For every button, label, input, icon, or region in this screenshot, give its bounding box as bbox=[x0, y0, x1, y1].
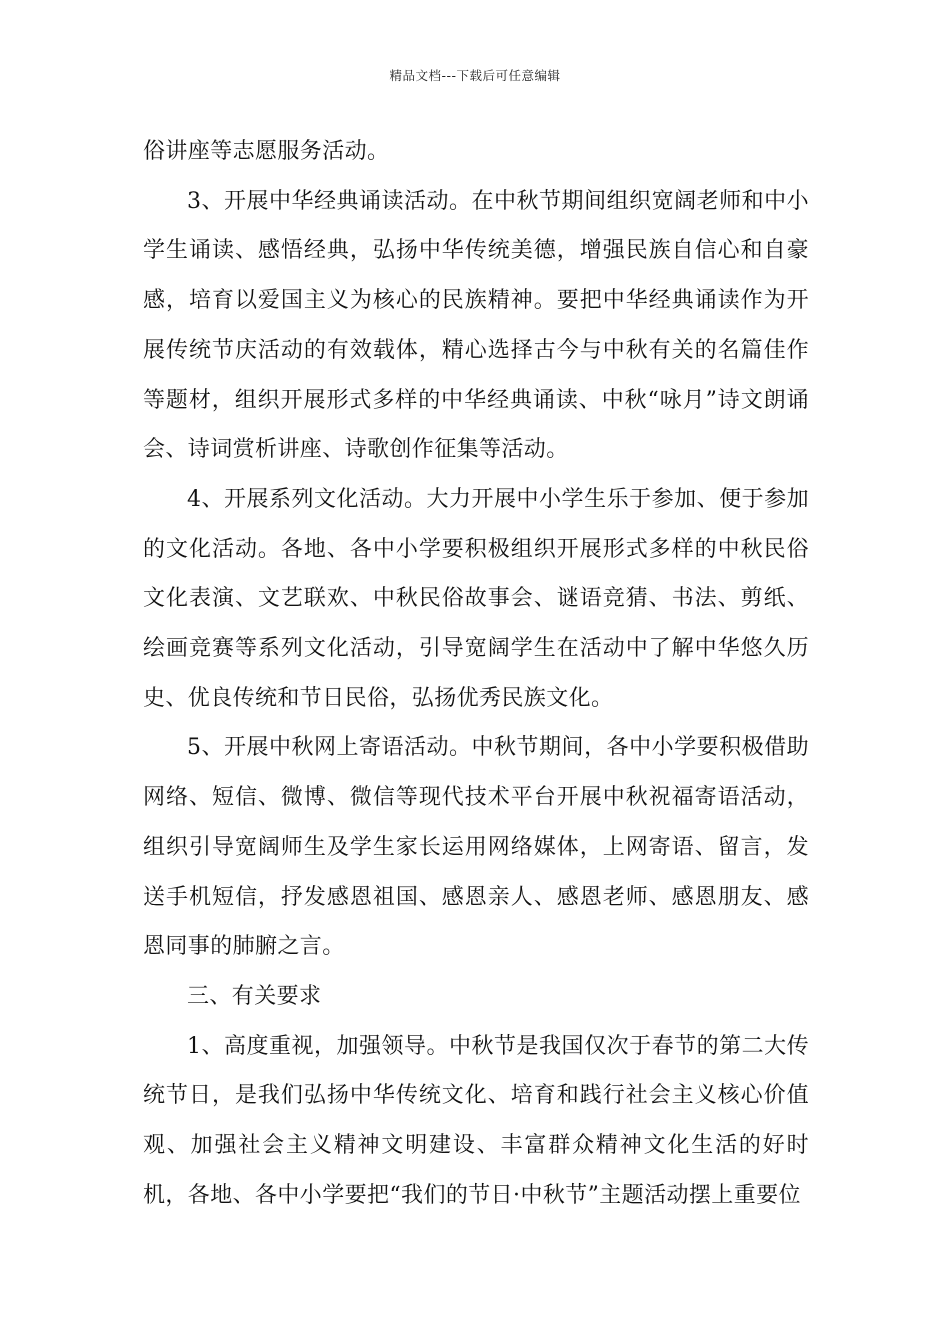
document-body bbox=[143, 127, 809, 1220]
paragraph-online-messages: 5、开展中秋网上寄语活动。中秋节期间，各中小学要积极借助网络、短信、微博、微信等现代技术平台开展中秋祝福寄语活动，组织引导宽阔师生及学生家长运用网络媒体，上网寄语、留言，发送手机短信，抒发感恩祖国、感恩亲人、感恩老师、感恩朋友、感恩同事的肺腑之言。 bbox=[143, 735, 809, 960]
page-header: 精品文档---下载后可任意编辑 bbox=[389, 68, 561, 83]
paragraph-cultural-activities: 4、开展系列文化活动。大力开展中小学生乐于参加、便于参加的文化活动。各地、各中小学要积极组织开展形式多样的中秋民俗文化表演、文艺联欢、中秋民俗故事会、谜语竞猜、书法、剪纸、绘画竞赛等系列文化活动，引导宽阔学生在活动中了解中华悠久历史、优良传统和节日民俗，弘扬优秀民族文化。 bbox=[143, 486, 809, 711]
section-heading-requirements: 三、有关要求 bbox=[187, 983, 322, 1009]
paragraph-continuation: 俗讲座等志愿服务活动。 bbox=[143, 139, 390, 164]
paragraph-classic-reading: 3、开展中华经典诵读活动。在中秋节期间组织宽阔老师和中小学生诵读、感悟经典，弘扬中华传统美德，增强民族自信心和自豪感，培育以爱国主义为核心的民族精神。要把中华经典诵读作为开展传统节庆活动的有效载体，精心选择古今与中秋有关的名篇佳作等题材，组织开展形式多样的中华经典诵读、中秋“咏月”诗文朗诵会、诗词赏析讲座、诗歌创作征集等活动。 bbox=[143, 188, 809, 463]
paragraph-leadership: 1、高度重视，加强领导。中秋节是我国仅次于春节的第二大传统节日，是我们弘扬中华传统文化、培育和践行社会主义核心价值观、加强社会主义精神文明建设、丰富群众精神文化生活的好时机，各地、各中小学要把“我们的节日·中秋节”主题活动摆上重要位 bbox=[143, 1033, 809, 1208]
